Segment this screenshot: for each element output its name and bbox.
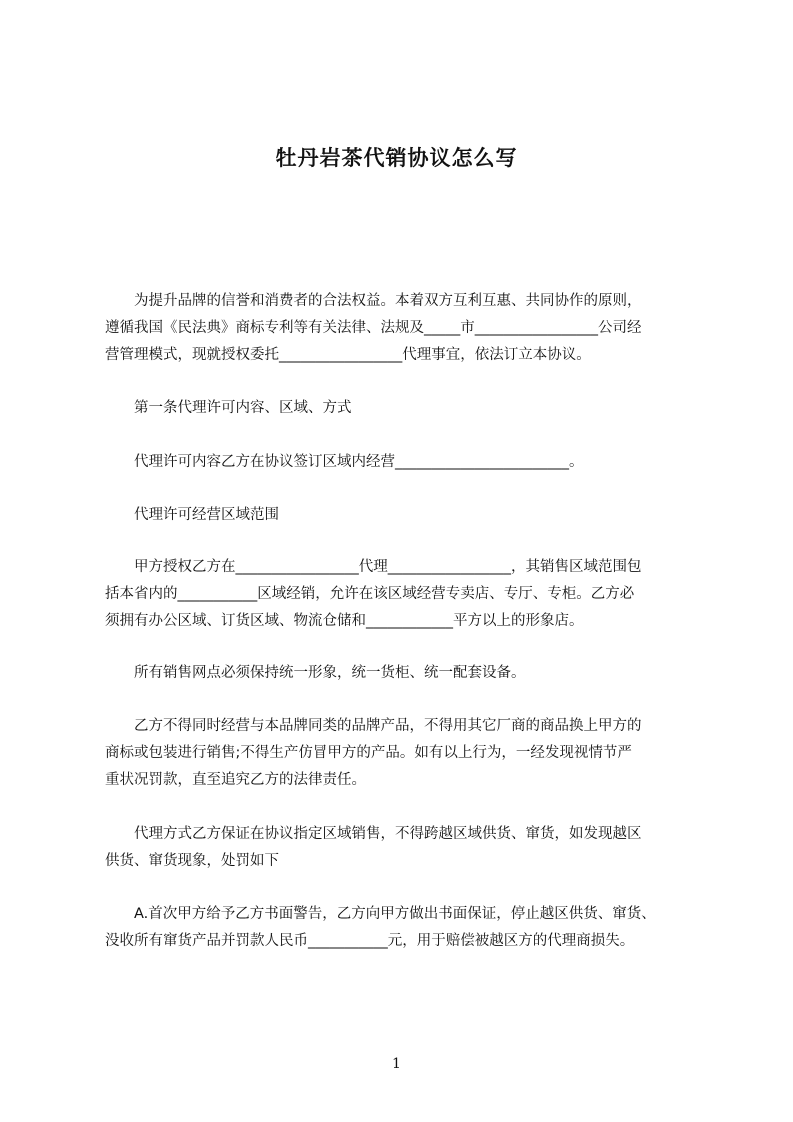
paragraph-authorization bbox=[105, 554, 701, 635]
paragraph-prohibitions bbox=[105, 713, 701, 794]
paragraph-uniform-image bbox=[105, 660, 701, 687]
paragraph-line: 商标或包装进行销售;不得生产仿冒甲方的产品。如有以上行为，一经发现视情节严 bbox=[105, 745, 632, 761]
paragraph-agency-method bbox=[105, 821, 701, 875]
paragraph-line: 代理方式乙方保证在协议指定区域销售，不得跨越区域供货、窜货，如发现越区 bbox=[105, 826, 642, 842]
paragraph-line: 乙方不得同时经营与本品牌同类的品牌产品，不得用其它厂商的商品换上甲方的 bbox=[105, 718, 642, 734]
paragraph-line: 供货、窜货现象，处罚如下 bbox=[105, 853, 279, 869]
paragraph-line: 须拥有办公区域、订货区域、物流仓储和____________平方以上的形象店。 bbox=[105, 613, 584, 629]
paragraph-line: 没收所有窜货产品并罚款人民币___________元，用于赔偿被越区方的代理商损失。 bbox=[105, 933, 635, 949]
paragraph-line: 遵循我国《民法典》商标专利等有关法律、法规及_____市_________________公司经 bbox=[105, 320, 642, 336]
paragraph-line: 重状况罚款，直至追究乙方的法律责任。 bbox=[105, 772, 366, 788]
page-number: 1 bbox=[392, 1056, 401, 1072]
paragraph-line: 所有销售网点必须保持统一形象，统一货柜、统一配套设备。 bbox=[105, 665, 526, 681]
paragraph-line: 第一条代理许可内容、区域、方式 bbox=[105, 400, 352, 416]
paragraph-intro bbox=[105, 288, 701, 369]
paragraph-line: 营管理模式，现就授权委托_________________代理事宜，依法订立本协议。 bbox=[105, 347, 591, 363]
paragraph-license-content bbox=[105, 449, 701, 476]
section-heading bbox=[105, 395, 701, 422]
paragraph-line: 代理许可内容乙方在协议签订区域内经营________________________。 bbox=[105, 454, 584, 470]
paragraph-line: 为提升品牌的信誉和消费者的合法权益。本着双方互利互惠、共同协作的原则， bbox=[105, 293, 642, 309]
paragraph-license-region-heading bbox=[105, 502, 701, 529]
paragraph-line: A.首次甲方给予乙方书面警告，乙方向甲方做出书面保证，停止越区供货、窜货、 bbox=[105, 906, 656, 922]
document-title: 牡丹岩茶代销协议怎么写 bbox=[275, 146, 518, 170]
paragraph-line: 甲方授权乙方在_________________代理_________________，其销售区域范围包 bbox=[105, 559, 642, 575]
paragraph-line: 括本省内的___________区域经销，允许在该区域经营专卖店、专厅、专柜。乙方必 bbox=[105, 586, 635, 602]
paragraph-line: 代理许可经营区域范围 bbox=[105, 507, 279, 523]
paragraph-penalty-a bbox=[105, 901, 701, 955]
